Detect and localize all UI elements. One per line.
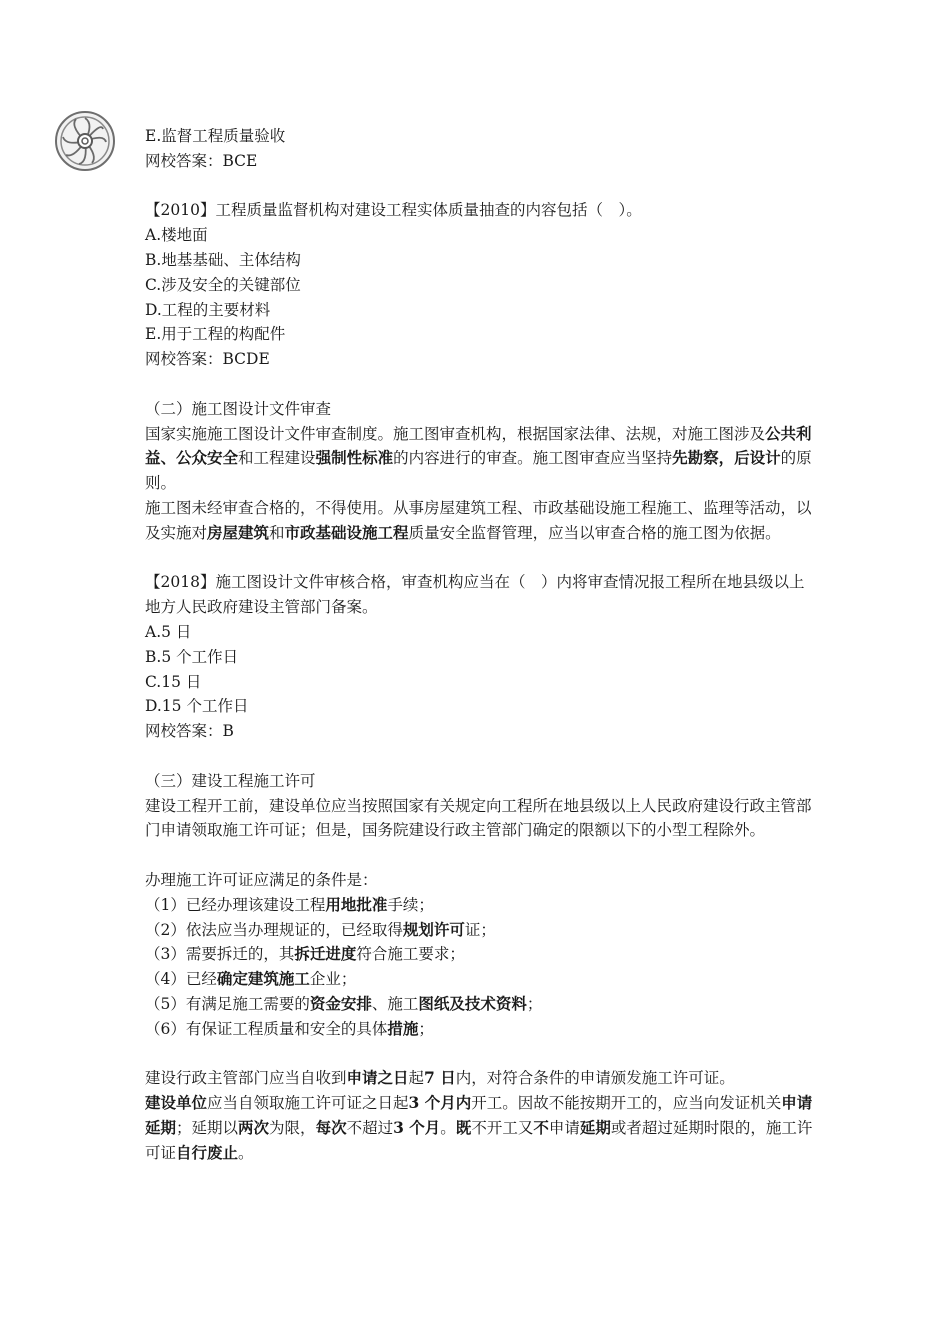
condition-item: （4）已经确定建筑施工企业； bbox=[145, 969, 357, 989]
condition-item: （5）有满足施工需要的资金安排、施工图纸及技术资料； bbox=[145, 993, 543, 1013]
paragraph: 建设行政主管部门应当自收到申请之日起7 日内，对符合条件的申请颁发施工许可证。 bbox=[145, 1068, 735, 1088]
conditions-title: 办理施工许可证应满足的条件是： bbox=[145, 870, 378, 889]
rosette-logo-icon bbox=[54, 110, 116, 172]
option: D.15 个工作日 bbox=[145, 697, 249, 716]
answer: 网校答案：BCDE bbox=[145, 350, 270, 369]
condition-item: （2）依法应当办理规证的，已经取得规划许可证； bbox=[145, 919, 496, 939]
option: A.楼地面 bbox=[145, 226, 208, 245]
option: A.5 日 bbox=[145, 622, 192, 641]
option: C.涉及安全的关键部位 bbox=[145, 275, 301, 294]
condition-item: （1）已经办理该建设工程用地批准手续； bbox=[145, 894, 434, 914]
paragraph: 建设工程开工前，建设单位应当按照国家有关规定向工程所在地县级以上人民政府建设行政主管部门申请领取施工许可证；但是，国务院建设行政主管部门确定的限额以下的小型工程除外。 bbox=[145, 796, 812, 840]
option: B.地基基础、主体结构 bbox=[145, 250, 301, 269]
option: B.5 个工作日 bbox=[145, 647, 239, 666]
option-e: E.监督工程质量验收 bbox=[145, 127, 286, 145]
section-heading: （三）建设工程施工许可 bbox=[145, 771, 316, 790]
condition-item: （3）需要拆迁的，其拆迁进度符合施工要求； bbox=[145, 944, 465, 964]
paragraph: 建设单位应当自领取施工许可证之日起3 个月内开工。因故不能按期开工的，应当向发证机关申请延期；延期以两次为限，每次不超过3 个月。既不开工又不申请延期或者超过延期时限的，施工许可证自行废止。 bbox=[145, 1093, 813, 1162]
paragraph: 施工图未经审查合格的，不得使用。从事房屋建筑工程、市政基础设施工程施工、监理等活动，以及实施对房屋建筑和市政基础设施工程质量安全监督管理，应当以审查合格的施工图为依据。 bbox=[145, 498, 812, 542]
question-stem: 【2018】施工图设计文件审核合格，审查机构应当在（ ）内将审查情况报工程所在地县级以上地方人民政府建设主管部门备案。 bbox=[145, 573, 805, 617]
condition-item: （6）有保证工程质量和安全的具体措施； bbox=[145, 1018, 434, 1038]
document-body bbox=[145, 124, 815, 1165]
answer: 网校答案：BCE bbox=[145, 151, 258, 170]
answer: 网校答案：B bbox=[145, 722, 234, 741]
option: D.工程的主要材料 bbox=[145, 300, 271, 319]
section-heading: （二）施工图设计文件审查 bbox=[145, 399, 332, 418]
question-stem: 【2010】工程质量监督机构对建设工程实体质量抽查的内容包括（ ）。 bbox=[145, 201, 642, 220]
option: E.用于工程的构配件 bbox=[145, 325, 286, 344]
paragraph: 国家实施施工图设计文件审查制度。施工图审查机构，根据国家法律、法规，对施工图涉及公共利益、公众安全和工程建设强制性标准的内容进行的审查。施工图审查应当坚持先勘察，后设计的原则。 bbox=[145, 423, 812, 493]
option: C.15 日 bbox=[145, 672, 202, 691]
